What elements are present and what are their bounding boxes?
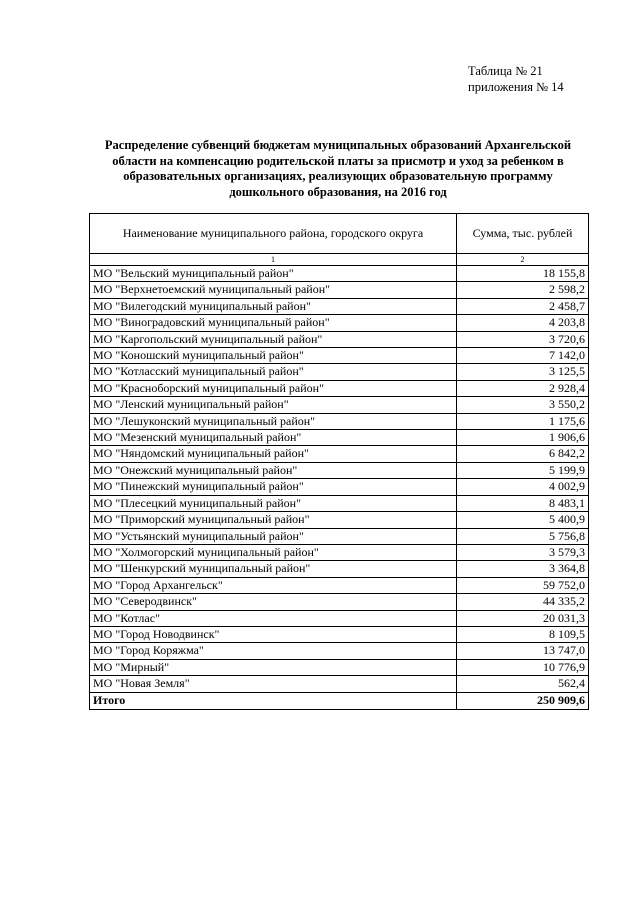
subsidy-amount: 1 906,6 [457, 430, 589, 446]
municipality-name: МО "Мезенский муниципальный район" [90, 430, 457, 446]
subsidy-amount: 5 756,8 [457, 528, 589, 544]
municipality-name: МО "Город Новодвинск" [90, 626, 457, 642]
subsidy-amount: 3 720,6 [457, 331, 589, 347]
municipality-name: МО "Вельский муниципальный район" [90, 266, 457, 282]
municipality-name: МО "Новая Земля" [90, 676, 457, 692]
table-row [90, 676, 589, 692]
subsidy-amount: 2 928,4 [457, 380, 589, 396]
appendix-number: приложения № 14 [468, 80, 564, 94]
municipality-name: МО "Северодвинск" [90, 594, 457, 610]
table-row [90, 528, 589, 544]
municipality-name: МО "Виноградовский муниципальный район" [90, 315, 457, 331]
subsidy-amount: 3 550,2 [457, 397, 589, 413]
table-row [90, 643, 589, 659]
municipality-name: МО "Устьянский муниципальный район" [90, 528, 457, 544]
municipality-name: МО "Ленский муниципальный район" [90, 397, 457, 413]
subsidy-amount: 4 203,8 [457, 315, 589, 331]
column-header-name: Наименование муниципального района, городского округа [90, 214, 457, 254]
table-row [90, 380, 589, 396]
municipality-name: МО "Холмогорский муниципальный район" [90, 544, 457, 560]
table-row [90, 626, 589, 642]
subsidy-amount: 5 199,9 [457, 462, 589, 478]
total-row [90, 692, 589, 709]
municipality-name: МО "Онежский муниципальный район" [90, 462, 457, 478]
subsidy-amount: 20 031,3 [457, 610, 589, 626]
table-row [90, 544, 589, 560]
table-row [90, 348, 589, 364]
subsidy-amount: 18 155,8 [457, 266, 589, 282]
municipality-name: МО "Вилегодский муниципальный район" [90, 298, 457, 314]
subsidy-amount: 2 598,2 [457, 282, 589, 298]
header-row [90, 214, 589, 254]
subsidy-amount: 59 752,0 [457, 577, 589, 593]
municipality-name: МО "Котласский муниципальный район" [90, 364, 457, 380]
subsidy-amount: 44 335,2 [457, 594, 589, 610]
municipality-name: МО "Няндомский муниципальный район" [90, 446, 457, 462]
subsidy-amount: 6 842,2 [457, 446, 589, 462]
table-row [90, 331, 589, 347]
subsidy-amount: 4 002,9 [457, 479, 589, 495]
table-row [90, 479, 589, 495]
municipality-name: МО "Красноборский муниципальный район" [90, 380, 457, 396]
table-row [90, 364, 589, 380]
subsidy-amount: 562,4 [457, 676, 589, 692]
municipality-name: МО "Шенкурский муниципальный район" [90, 561, 457, 577]
table-row [90, 577, 589, 593]
table-reference [468, 63, 564, 95]
table-row [90, 266, 589, 282]
document-title: Распределение субвенций бюджетам муниципальных образований Архангельской области на компенсацию родительской платы за присмотр и уход за ребенком в образовательных организациях, реализующих образовательную программу дошкольного образования, на 2016 год [104, 138, 572, 199]
table-row [90, 462, 589, 478]
municipality-name: МО "Приморский муниципальный район" [90, 512, 457, 528]
municipality-name: МО "Город Архангельск" [90, 577, 457, 593]
subsidy-amount: 7 142,0 [457, 348, 589, 364]
table-row [90, 594, 589, 610]
table-row [90, 495, 589, 511]
table-row [90, 561, 589, 577]
table-body [90, 266, 589, 693]
municipality-name: МО "Котлас" [90, 610, 457, 626]
table-row [90, 282, 589, 298]
subsidy-amount: 3 579,3 [457, 544, 589, 560]
municipality-name: МО "Город Коряжма" [90, 643, 457, 659]
total-value: 250 909,6 [457, 692, 589, 709]
table-row [90, 413, 589, 429]
subsidy-amount: 1 175,6 [457, 413, 589, 429]
table-row [90, 397, 589, 413]
total-label: Итого [90, 692, 457, 709]
subsidy-amount: 2 458,7 [457, 298, 589, 314]
subsidy-amount: 8 109,5 [457, 626, 589, 642]
column-number-1: 1 [90, 254, 457, 266]
table-row [90, 315, 589, 331]
table-row [90, 512, 589, 528]
column-header-sum: Сумма, тыс. рублей [457, 214, 589, 254]
subsidy-amount: 5 400,9 [457, 512, 589, 528]
municipality-name: МО "Пинежский муниципальный район" [90, 479, 457, 495]
municipality-name: МО "Плесецкий муниципальный район" [90, 495, 457, 511]
municipality-name: МО "Коношский муниципальный район" [90, 348, 457, 364]
municipality-name: МО "Каргопольский муниципальный район" [90, 331, 457, 347]
municipality-name: МО "Мирный" [90, 659, 457, 675]
table-row [90, 430, 589, 446]
table-row [90, 659, 589, 675]
table-row [90, 610, 589, 626]
subsidy-amount: 3 364,8 [457, 561, 589, 577]
table-row [90, 446, 589, 462]
subsidy-amount: 13 747,0 [457, 643, 589, 659]
municipality-name: МО "Лешуконский муниципальный район" [90, 413, 457, 429]
subsidy-table [89, 213, 589, 710]
subsidy-amount: 8 483,1 [457, 495, 589, 511]
column-number-2: 2 [457, 254, 589, 266]
subsidy-amount: 3 125,5 [457, 364, 589, 380]
table-row [90, 298, 589, 314]
column-number-row [90, 254, 589, 266]
subsidy-amount: 10 776,9 [457, 659, 589, 675]
table-number: Таблица № 21 [468, 64, 543, 78]
municipality-name: МО "Верхнетоемский муниципальный район" [90, 282, 457, 298]
